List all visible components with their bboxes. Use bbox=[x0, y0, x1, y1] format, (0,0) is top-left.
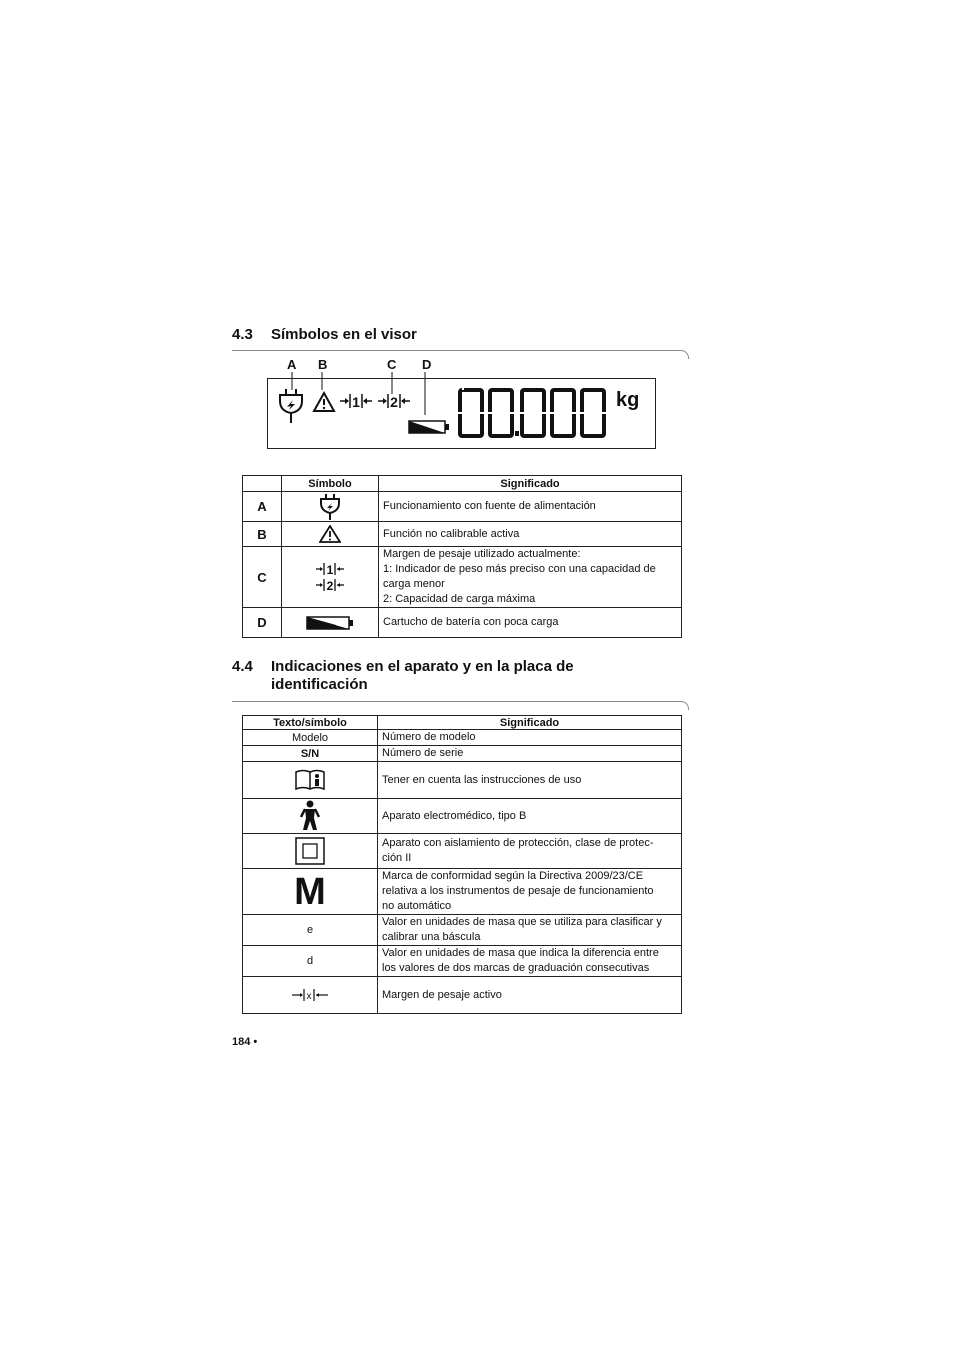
row-meaning bbox=[378, 762, 682, 799]
svg-text:2: 2 bbox=[390, 394, 398, 410]
low-battery-icon bbox=[408, 420, 450, 434]
meaning-line: Margen de pesaje activo bbox=[382, 988, 502, 1001]
table-row bbox=[243, 522, 682, 547]
section-title-line2: identificación bbox=[271, 676, 368, 693]
row-meaning bbox=[378, 834, 682, 869]
table-header bbox=[243, 476, 282, 492]
meaning-line: Número de serie bbox=[382, 747, 464, 759]
row-meaning bbox=[378, 799, 682, 834]
table-row bbox=[243, 946, 682, 977]
meaning-line: calibrar una báscula bbox=[382, 931, 481, 943]
row-meaning bbox=[378, 915, 682, 946]
meaning-line: 2: Capacidad de carga máxima bbox=[383, 593, 536, 605]
table-row bbox=[243, 730, 682, 746]
table-header: Significado bbox=[379, 476, 682, 492]
display-label-d: D bbox=[422, 357, 432, 372]
meaning-line: relativa a los instrumentos de pesaje de funcionamiento bbox=[382, 885, 654, 897]
class-ii-square-icon bbox=[243, 834, 378, 869]
meaning-line: Margen de pesaje utilizado actualmente: bbox=[383, 548, 581, 560]
display-symbols-table bbox=[242, 475, 682, 638]
svg-text:2: 2 bbox=[326, 579, 334, 593]
table-row bbox=[243, 492, 682, 522]
row-meaning bbox=[378, 946, 682, 977]
table-row bbox=[243, 799, 682, 834]
mains-plug-icon bbox=[282, 492, 379, 522]
weighing-range-1-icon bbox=[340, 391, 372, 411]
section-rule-corner bbox=[680, 350, 689, 359]
mains-plug-icon bbox=[276, 387, 306, 425]
row-symbol: e bbox=[243, 915, 378, 946]
meaning-line: carga menor bbox=[383, 578, 445, 590]
display-label-c: C bbox=[387, 357, 397, 372]
meaning-line: no automático bbox=[382, 900, 452, 912]
row-meaning bbox=[379, 492, 682, 522]
meaning-line: Valor en unidades de masa que indica la diferencia entre bbox=[382, 947, 659, 959]
meaning-line: Aparato con aislamiento de protección, clase de protec- bbox=[382, 837, 654, 849]
section-number: 4.4 bbox=[232, 658, 253, 675]
meaning-line: Marca de conformidad según la Directiva 2009/23/CE bbox=[382, 870, 644, 882]
device-markings-table bbox=[242, 715, 682, 1014]
table-row bbox=[243, 915, 682, 946]
table-row bbox=[243, 834, 682, 869]
svg-text:x: x bbox=[306, 991, 312, 1002]
row-meaning bbox=[379, 547, 682, 608]
meaning-line: los valores de dos marcas de graduación consecutivas bbox=[382, 962, 650, 974]
row-meaning bbox=[378, 869, 682, 915]
display-label-b: B bbox=[318, 357, 328, 372]
type-b-person-icon bbox=[243, 799, 378, 834]
row-key: B bbox=[243, 522, 282, 547]
row-key: C bbox=[243, 547, 282, 608]
row-symbol: Modelo bbox=[243, 730, 378, 746]
section-number: 4.3 bbox=[232, 326, 253, 343]
row-symbol: d bbox=[243, 946, 378, 977]
low-battery-icon bbox=[282, 608, 379, 638]
weighing-range-x-icon bbox=[243, 977, 378, 1014]
weight-digits-readout bbox=[458, 387, 610, 441]
warning-triangle-icon bbox=[282, 522, 379, 547]
weighing-range-1-2-icon bbox=[282, 547, 379, 608]
meaning-line: Valor en unidades de masa que se utiliza para clasificar y bbox=[382, 916, 662, 928]
row-key: D bbox=[243, 608, 282, 638]
table-header: Significado bbox=[378, 716, 682, 730]
table-row bbox=[243, 762, 682, 799]
table-header: Símbolo bbox=[282, 476, 379, 492]
row-meaning bbox=[378, 977, 682, 1014]
svg-text:1: 1 bbox=[352, 394, 360, 410]
row-symbol: S/N bbox=[243, 746, 378, 762]
row-meaning bbox=[378, 746, 682, 762]
row-key: A bbox=[243, 492, 282, 522]
scale-display-illustration bbox=[267, 378, 656, 449]
meaning-line: Número de modelo bbox=[382, 731, 476, 743]
metrology-m-mark: M bbox=[243, 869, 378, 915]
meaning-line: 1: Indicador de peso más preciso con una capacidad de bbox=[383, 563, 656, 575]
meaning-line: Función no calibrable activa bbox=[383, 527, 520, 540]
meaning-line: ción II bbox=[382, 852, 412, 864]
meaning-line: Cartucho de batería con poca carga bbox=[383, 616, 559, 628]
table-header-row bbox=[243, 716, 682, 730]
row-meaning bbox=[379, 608, 682, 638]
table-row bbox=[243, 869, 682, 915]
display-unit: kg bbox=[616, 389, 640, 411]
section-rule bbox=[232, 350, 682, 351]
table-row bbox=[243, 608, 682, 638]
section-rule bbox=[232, 701, 682, 702]
instructions-book-icon bbox=[243, 762, 378, 799]
section-rule-corner bbox=[680, 701, 689, 710]
page-number: 184 • bbox=[232, 1036, 258, 1048]
table-row bbox=[243, 746, 682, 762]
table-header-row bbox=[243, 476, 682, 492]
meaning-line: Aparato electromédico, tipo B bbox=[382, 809, 527, 822]
warning-triangle-icon bbox=[312, 391, 336, 413]
table-header: Texto/símbolo bbox=[243, 716, 378, 730]
section-title-line1: Indicaciones en el aparato y en la placa de bbox=[271, 658, 574, 675]
meaning-line: Funcionamiento con fuente de alimentación bbox=[383, 500, 596, 512]
table-row bbox=[243, 977, 682, 1014]
table-row bbox=[243, 547, 682, 608]
row-meaning bbox=[379, 522, 682, 547]
row-meaning bbox=[378, 730, 682, 746]
weighing-range-2-icon bbox=[378, 391, 410, 411]
meaning-line: Tener en cuenta las instrucciones de uso bbox=[382, 773, 582, 786]
display-label-a: A bbox=[287, 357, 297, 372]
svg-text:1: 1 bbox=[326, 563, 334, 577]
section-title: Símbolos en el visor bbox=[271, 326, 417, 343]
